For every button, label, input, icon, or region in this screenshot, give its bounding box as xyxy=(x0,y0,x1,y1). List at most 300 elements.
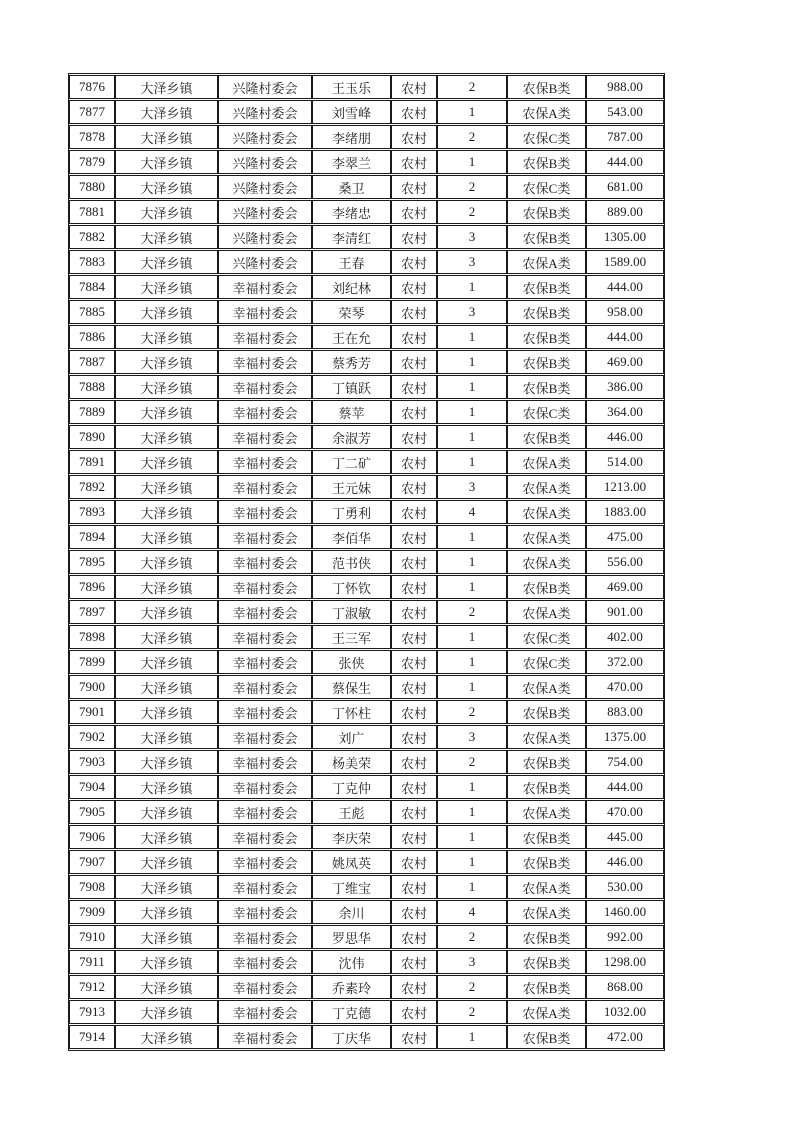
village-committee-cell: 兴隆村委会 xyxy=(218,125,312,149)
table-row xyxy=(69,675,664,699)
table-row xyxy=(69,600,664,624)
person-name-cell: 刘纪林 xyxy=(312,275,391,299)
village-committee-cell: 幸福村委会 xyxy=(218,650,312,674)
amount-cell: 470.00 xyxy=(586,800,664,824)
record-id-cell: 7912 xyxy=(69,975,115,999)
insurance-type-cell: 农保A类 xyxy=(507,675,586,699)
insurance-type-cell: 农保B类 xyxy=(507,825,586,849)
village-committee-cell: 幸福村委会 xyxy=(218,350,312,374)
township-cell: 大泽乡镇 xyxy=(115,275,218,299)
person-count-cell: 1 xyxy=(437,825,507,849)
village-committee-cell: 幸福村委会 xyxy=(218,550,312,574)
person-count-cell: 3 xyxy=(437,300,507,324)
person-name-cell: 李庆荣 xyxy=(312,825,391,849)
person-name-cell: 余川 xyxy=(312,900,391,924)
record-id-cell: 7896 xyxy=(69,575,115,599)
insurance-type-cell: 农保C类 xyxy=(507,125,586,149)
township-cell: 大泽乡镇 xyxy=(115,200,218,224)
village-committee-cell: 幸福村委会 xyxy=(218,675,312,699)
amount-cell: 446.00 xyxy=(586,850,664,874)
amount-cell: 1589.00 xyxy=(586,250,664,274)
insurance-type-cell: 农保A类 xyxy=(507,800,586,824)
amount-cell: 470.00 xyxy=(586,675,664,699)
village-committee-cell: 幸福村委会 xyxy=(218,725,312,749)
person-count-cell: 1 xyxy=(437,550,507,574)
insurance-type-cell: 农保C类 xyxy=(507,175,586,199)
village-committee-cell: 兴隆村委会 xyxy=(218,200,312,224)
village-committee-cell: 幸福村委会 xyxy=(218,900,312,924)
amount-cell: 543.00 xyxy=(586,100,664,124)
record-id-cell: 7893 xyxy=(69,500,115,524)
township-cell: 大泽乡镇 xyxy=(115,350,218,374)
record-id-cell: 7877 xyxy=(69,100,115,124)
record-id-cell: 7899 xyxy=(69,650,115,674)
table-row xyxy=(69,75,664,99)
residence-type-cell: 农村 xyxy=(391,850,437,874)
record-id-cell: 7914 xyxy=(69,1025,115,1049)
amount-cell: 992.00 xyxy=(586,925,664,949)
person-count-cell: 1 xyxy=(437,450,507,474)
record-id-cell: 7904 xyxy=(69,775,115,799)
person-count-cell: 3 xyxy=(437,725,507,749)
township-cell: 大泽乡镇 xyxy=(115,225,218,249)
person-count-cell: 4 xyxy=(437,900,507,924)
residence-type-cell: 农村 xyxy=(391,650,437,674)
insurance-type-cell: 农保B类 xyxy=(507,425,586,449)
record-id-cell: 7910 xyxy=(69,925,115,949)
amount-cell: 530.00 xyxy=(586,875,664,899)
record-id-cell: 7879 xyxy=(69,150,115,174)
record-id-cell: 7889 xyxy=(69,400,115,424)
table-row xyxy=(69,175,664,199)
insurance-type-cell: 农保B类 xyxy=(507,975,586,999)
person-name-cell: 杨美荣 xyxy=(312,750,391,774)
village-committee-cell: 幸福村委会 xyxy=(218,925,312,949)
residence-type-cell: 农村 xyxy=(391,225,437,249)
residence-type-cell: 农村 xyxy=(391,800,437,824)
village-committee-cell: 幸福村委会 xyxy=(218,775,312,799)
village-committee-cell: 兴隆村委会 xyxy=(218,75,312,99)
person-name-cell: 余淑芳 xyxy=(312,425,391,449)
record-id-cell: 7905 xyxy=(69,800,115,824)
table-row xyxy=(69,100,664,124)
village-committee-cell: 幸福村委会 xyxy=(218,300,312,324)
residence-type-cell: 农村 xyxy=(391,875,437,899)
person-count-cell: 1 xyxy=(437,100,507,124)
record-id-cell: 7902 xyxy=(69,725,115,749)
table-row xyxy=(69,375,664,399)
insurance-type-cell: 农保B类 xyxy=(507,325,586,349)
insurance-type-cell: 农保A类 xyxy=(507,525,586,549)
person-name-cell: 丁淑敏 xyxy=(312,600,391,624)
person-count-cell: 1 xyxy=(437,875,507,899)
residence-type-cell: 农村 xyxy=(391,175,437,199)
person-name-cell: 刘雪峰 xyxy=(312,100,391,124)
residence-type-cell: 农村 xyxy=(391,725,437,749)
person-name-cell: 王彪 xyxy=(312,800,391,824)
village-committee-cell: 幸福村委会 xyxy=(218,1025,312,1049)
insurance-type-cell: 农保B类 xyxy=(507,300,586,324)
insurance-type-cell: 农保B类 xyxy=(507,150,586,174)
person-name-cell: 丁维宝 xyxy=(312,875,391,899)
township-cell: 大泽乡镇 xyxy=(115,125,218,149)
person-name-cell: 罗思华 xyxy=(312,925,391,949)
table-row xyxy=(69,1000,664,1024)
insurance-type-cell: 农保B类 xyxy=(507,350,586,374)
residence-type-cell: 农村 xyxy=(391,275,437,299)
residence-type-cell: 农村 xyxy=(391,525,437,549)
person-name-cell: 桑卫 xyxy=(312,175,391,199)
township-cell: 大泽乡镇 xyxy=(115,925,218,949)
person-count-cell: 1 xyxy=(437,375,507,399)
insurance-type-cell: 农保B类 xyxy=(507,1025,586,1049)
table-row xyxy=(69,775,664,799)
residence-type-cell: 农村 xyxy=(391,250,437,274)
table-row xyxy=(69,475,664,499)
residence-type-cell: 农村 xyxy=(391,825,437,849)
table-row xyxy=(69,500,664,524)
village-committee-cell: 幸福村委会 xyxy=(218,500,312,524)
village-committee-cell: 兴隆村委会 xyxy=(218,100,312,124)
record-id-cell: 7884 xyxy=(69,275,115,299)
insurance-type-cell: 农保B类 xyxy=(507,750,586,774)
township-cell: 大泽乡镇 xyxy=(115,175,218,199)
insurance-type-cell: 农保A类 xyxy=(507,875,586,899)
record-id-cell: 7880 xyxy=(69,175,115,199)
insurance-type-cell: 农保A类 xyxy=(507,725,586,749)
table-row xyxy=(69,225,664,249)
table-row xyxy=(69,125,664,149)
person-name-cell: 蔡保生 xyxy=(312,675,391,699)
township-cell: 大泽乡镇 xyxy=(115,800,218,824)
person-name-cell: 丁克仲 xyxy=(312,775,391,799)
person-count-cell: 1 xyxy=(437,525,507,549)
residence-type-cell: 农村 xyxy=(391,750,437,774)
person-name-cell: 丁勇利 xyxy=(312,500,391,524)
village-committee-cell: 幸福村委会 xyxy=(218,950,312,974)
insurance-type-cell: 农保A类 xyxy=(507,1000,586,1024)
table-row xyxy=(69,825,664,849)
village-committee-cell: 幸福村委会 xyxy=(218,375,312,399)
township-cell: 大泽乡镇 xyxy=(115,850,218,874)
person-count-cell: 1 xyxy=(437,775,507,799)
person-name-cell: 李清红 xyxy=(312,225,391,249)
record-id-cell: 7882 xyxy=(69,225,115,249)
record-id-cell: 7900 xyxy=(69,675,115,699)
person-count-cell: 2 xyxy=(437,600,507,624)
amount-cell: 901.00 xyxy=(586,600,664,624)
table-row xyxy=(69,150,664,174)
village-committee-cell: 兴隆村委会 xyxy=(218,175,312,199)
person-count-cell: 1 xyxy=(437,275,507,299)
person-count-cell: 1 xyxy=(437,675,507,699)
person-name-cell: 荣琴 xyxy=(312,300,391,324)
village-committee-cell: 幸福村委会 xyxy=(218,275,312,299)
person-count-cell: 1 xyxy=(437,350,507,374)
person-name-cell: 蔡苹 xyxy=(312,400,391,424)
person-name-cell: 刘广 xyxy=(312,725,391,749)
table-row xyxy=(69,200,664,224)
village-committee-cell: 幸福村委会 xyxy=(218,450,312,474)
amount-cell: 472.00 xyxy=(586,1025,664,1049)
insurance-type-cell: 农保C类 xyxy=(507,625,586,649)
record-id-cell: 7886 xyxy=(69,325,115,349)
amount-cell: 444.00 xyxy=(586,275,664,299)
amount-cell: 514.00 xyxy=(586,450,664,474)
village-committee-cell: 幸福村委会 xyxy=(218,525,312,549)
record-id-cell: 7883 xyxy=(69,250,115,274)
village-committee-cell: 幸福村委会 xyxy=(218,750,312,774)
insurance-type-cell: 农保B类 xyxy=(507,575,586,599)
person-count-cell: 1 xyxy=(437,1025,507,1049)
person-count-cell: 2 xyxy=(437,125,507,149)
amount-cell: 1883.00 xyxy=(586,500,664,524)
person-count-cell: 1 xyxy=(437,650,507,674)
insurance-type-cell: 农保B类 xyxy=(507,950,586,974)
residence-type-cell: 农村 xyxy=(391,425,437,449)
insurance-type-cell: 农保A类 xyxy=(507,475,586,499)
township-cell: 大泽乡镇 xyxy=(115,975,218,999)
amount-cell: 1213.00 xyxy=(586,475,664,499)
village-committee-cell: 幸福村委会 xyxy=(218,975,312,999)
village-committee-cell: 兴隆村委会 xyxy=(218,250,312,274)
person-name-cell: 丁怀钦 xyxy=(312,575,391,599)
township-cell: 大泽乡镇 xyxy=(115,1025,218,1049)
amount-cell: 868.00 xyxy=(586,975,664,999)
amount-cell: 364.00 xyxy=(586,400,664,424)
person-count-cell: 3 xyxy=(437,250,507,274)
person-name-cell: 丁怀柱 xyxy=(312,700,391,724)
amount-cell: 445.00 xyxy=(586,825,664,849)
person-name-cell: 张侠 xyxy=(312,650,391,674)
table-row xyxy=(69,350,664,374)
village-committee-cell: 幸福村委会 xyxy=(218,575,312,599)
table-row xyxy=(69,975,664,999)
person-name-cell: 沈伟 xyxy=(312,950,391,974)
person-name-cell: 丁镇跃 xyxy=(312,375,391,399)
person-count-cell: 1 xyxy=(437,850,507,874)
village-committee-cell: 兴隆村委会 xyxy=(218,225,312,249)
person-name-cell: 姚凤英 xyxy=(312,850,391,874)
record-id-cell: 7892 xyxy=(69,475,115,499)
record-id-cell: 7901 xyxy=(69,700,115,724)
person-count-cell: 1 xyxy=(437,325,507,349)
person-name-cell: 王三军 xyxy=(312,625,391,649)
person-count-cell: 2 xyxy=(437,750,507,774)
amount-cell: 1305.00 xyxy=(586,225,664,249)
township-cell: 大泽乡镇 xyxy=(115,425,218,449)
amount-cell: 446.00 xyxy=(586,425,664,449)
insurance-type-cell: 农保B类 xyxy=(507,925,586,949)
township-cell: 大泽乡镇 xyxy=(115,950,218,974)
residence-type-cell: 农村 xyxy=(391,575,437,599)
township-cell: 大泽乡镇 xyxy=(115,450,218,474)
amount-cell: 444.00 xyxy=(586,150,664,174)
insurance-type-cell: 农保A类 xyxy=(507,550,586,574)
township-cell: 大泽乡镇 xyxy=(115,625,218,649)
village-committee-cell: 幸福村委会 xyxy=(218,850,312,874)
amount-cell: 444.00 xyxy=(586,775,664,799)
person-count-cell: 2 xyxy=(437,175,507,199)
person-name-cell: 李绪忠 xyxy=(312,200,391,224)
township-cell: 大泽乡镇 xyxy=(115,650,218,674)
table-row xyxy=(69,900,664,924)
township-cell: 大泽乡镇 xyxy=(115,550,218,574)
record-id-cell: 7913 xyxy=(69,1000,115,1024)
residence-type-cell: 农村 xyxy=(391,100,437,124)
person-count-cell: 1 xyxy=(437,400,507,424)
village-committee-cell: 幸福村委会 xyxy=(218,425,312,449)
table-row xyxy=(69,700,664,724)
insurance-type-cell: 农保B类 xyxy=(507,225,586,249)
village-committee-cell: 幸福村委会 xyxy=(218,625,312,649)
record-id-cell: 7895 xyxy=(69,550,115,574)
table-row xyxy=(69,400,664,424)
amount-cell: 556.00 xyxy=(586,550,664,574)
record-id-cell: 7911 xyxy=(69,950,115,974)
amount-cell: 372.00 xyxy=(586,650,664,674)
insurance-type-cell: 农保A类 xyxy=(507,900,586,924)
table-row xyxy=(69,575,664,599)
township-cell: 大泽乡镇 xyxy=(115,775,218,799)
person-name-cell: 丁庆华 xyxy=(312,1025,391,1049)
person-count-cell: 2 xyxy=(437,975,507,999)
person-name-cell: 李佰华 xyxy=(312,525,391,549)
table-row xyxy=(69,925,664,949)
residence-type-cell: 农村 xyxy=(391,75,437,99)
township-cell: 大泽乡镇 xyxy=(115,75,218,99)
table-row xyxy=(69,725,664,749)
insurance-type-cell: 农保C类 xyxy=(507,400,586,424)
amount-cell: 386.00 xyxy=(586,375,664,399)
person-count-cell: 4 xyxy=(437,500,507,524)
table-row xyxy=(69,950,664,974)
township-cell: 大泽乡镇 xyxy=(115,875,218,899)
amount-cell: 988.00 xyxy=(586,75,664,99)
residence-type-cell: 农村 xyxy=(391,125,437,149)
record-id-cell: 7897 xyxy=(69,600,115,624)
township-cell: 大泽乡镇 xyxy=(115,375,218,399)
table-row xyxy=(69,450,664,474)
amount-cell: 444.00 xyxy=(586,325,664,349)
person-count-cell: 2 xyxy=(437,925,507,949)
amount-cell: 1375.00 xyxy=(586,725,664,749)
record-id-cell: 7903 xyxy=(69,750,115,774)
township-cell: 大泽乡镇 xyxy=(115,750,218,774)
record-id-cell: 7888 xyxy=(69,375,115,399)
person-name-cell: 王元妹 xyxy=(312,475,391,499)
table-row xyxy=(69,275,664,299)
record-id-cell: 7876 xyxy=(69,75,115,99)
record-id-cell: 7898 xyxy=(69,625,115,649)
village-committee-cell: 幸福村委会 xyxy=(218,1000,312,1024)
record-id-cell: 7908 xyxy=(69,875,115,899)
table-row xyxy=(69,875,664,899)
person-name-cell: 王在允 xyxy=(312,325,391,349)
amount-cell: 402.00 xyxy=(586,625,664,649)
table-row xyxy=(69,250,664,274)
township-cell: 大泽乡镇 xyxy=(115,900,218,924)
person-name-cell: 王春 xyxy=(312,250,391,274)
amount-cell: 883.00 xyxy=(586,700,664,724)
residence-type-cell: 农村 xyxy=(391,600,437,624)
record-id-cell: 7907 xyxy=(69,850,115,874)
table-row xyxy=(69,800,664,824)
insurance-type-cell: 农保B类 xyxy=(507,700,586,724)
residence-type-cell: 农村 xyxy=(391,675,437,699)
record-id-cell: 7891 xyxy=(69,450,115,474)
village-committee-cell: 幸福村委会 xyxy=(218,825,312,849)
person-count-cell: 1 xyxy=(437,800,507,824)
township-cell: 大泽乡镇 xyxy=(115,250,218,274)
village-committee-cell: 幸福村委会 xyxy=(218,875,312,899)
table-row xyxy=(69,425,664,449)
township-cell: 大泽乡镇 xyxy=(115,675,218,699)
township-cell: 大泽乡镇 xyxy=(115,150,218,174)
record-id-cell: 7887 xyxy=(69,350,115,374)
residence-type-cell: 农村 xyxy=(391,900,437,924)
person-name-cell: 王玉乐 xyxy=(312,75,391,99)
table-row xyxy=(69,325,664,349)
table-row xyxy=(69,550,664,574)
township-cell: 大泽乡镇 xyxy=(115,825,218,849)
residence-type-cell: 农村 xyxy=(391,975,437,999)
insurance-type-cell: 农保B类 xyxy=(507,375,586,399)
insurance-type-cell: 农保A类 xyxy=(507,250,586,274)
township-cell: 大泽乡镇 xyxy=(115,525,218,549)
insurance-type-cell: 农保A类 xyxy=(507,500,586,524)
amount-cell: 889.00 xyxy=(586,200,664,224)
residence-type-cell: 农村 xyxy=(391,925,437,949)
table-row xyxy=(69,525,664,549)
village-committee-cell: 幸福村委会 xyxy=(218,325,312,349)
record-id-cell: 7881 xyxy=(69,200,115,224)
residence-type-cell: 农村 xyxy=(391,150,437,174)
record-id-cell: 7885 xyxy=(69,300,115,324)
record-id-cell: 7909 xyxy=(69,900,115,924)
residence-type-cell: 农村 xyxy=(391,325,437,349)
insurance-type-cell: 农保B类 xyxy=(507,275,586,299)
village-committee-cell: 幸福村委会 xyxy=(218,700,312,724)
insurance-type-cell: 农保B类 xyxy=(507,75,586,99)
residence-type-cell: 农村 xyxy=(391,550,437,574)
person-count-cell: 3 xyxy=(437,950,507,974)
village-committee-cell: 幸福村委会 xyxy=(218,400,312,424)
amount-cell: 958.00 xyxy=(586,300,664,324)
person-name-cell: 乔素玲 xyxy=(312,975,391,999)
township-cell: 大泽乡镇 xyxy=(115,700,218,724)
insurance-roster-table xyxy=(68,73,665,1051)
insurance-type-cell: 农保B类 xyxy=(507,200,586,224)
amount-cell: 754.00 xyxy=(586,750,664,774)
table-row xyxy=(69,850,664,874)
township-cell: 大泽乡镇 xyxy=(115,500,218,524)
residence-type-cell: 农村 xyxy=(391,450,437,474)
person-count-cell: 1 xyxy=(437,575,507,599)
amount-cell: 787.00 xyxy=(586,125,664,149)
person-count-cell: 3 xyxy=(437,225,507,249)
insurance-type-cell: 农保A类 xyxy=(507,100,586,124)
residence-type-cell: 农村 xyxy=(391,375,437,399)
township-cell: 大泽乡镇 xyxy=(115,325,218,349)
insurance-type-cell: 农保B类 xyxy=(507,850,586,874)
table-body xyxy=(69,75,664,1049)
amount-cell: 469.00 xyxy=(586,575,664,599)
residence-type-cell: 农村 xyxy=(391,700,437,724)
residence-type-cell: 农村 xyxy=(391,400,437,424)
record-id-cell: 7878 xyxy=(69,125,115,149)
person-count-cell: 1 xyxy=(437,425,507,449)
